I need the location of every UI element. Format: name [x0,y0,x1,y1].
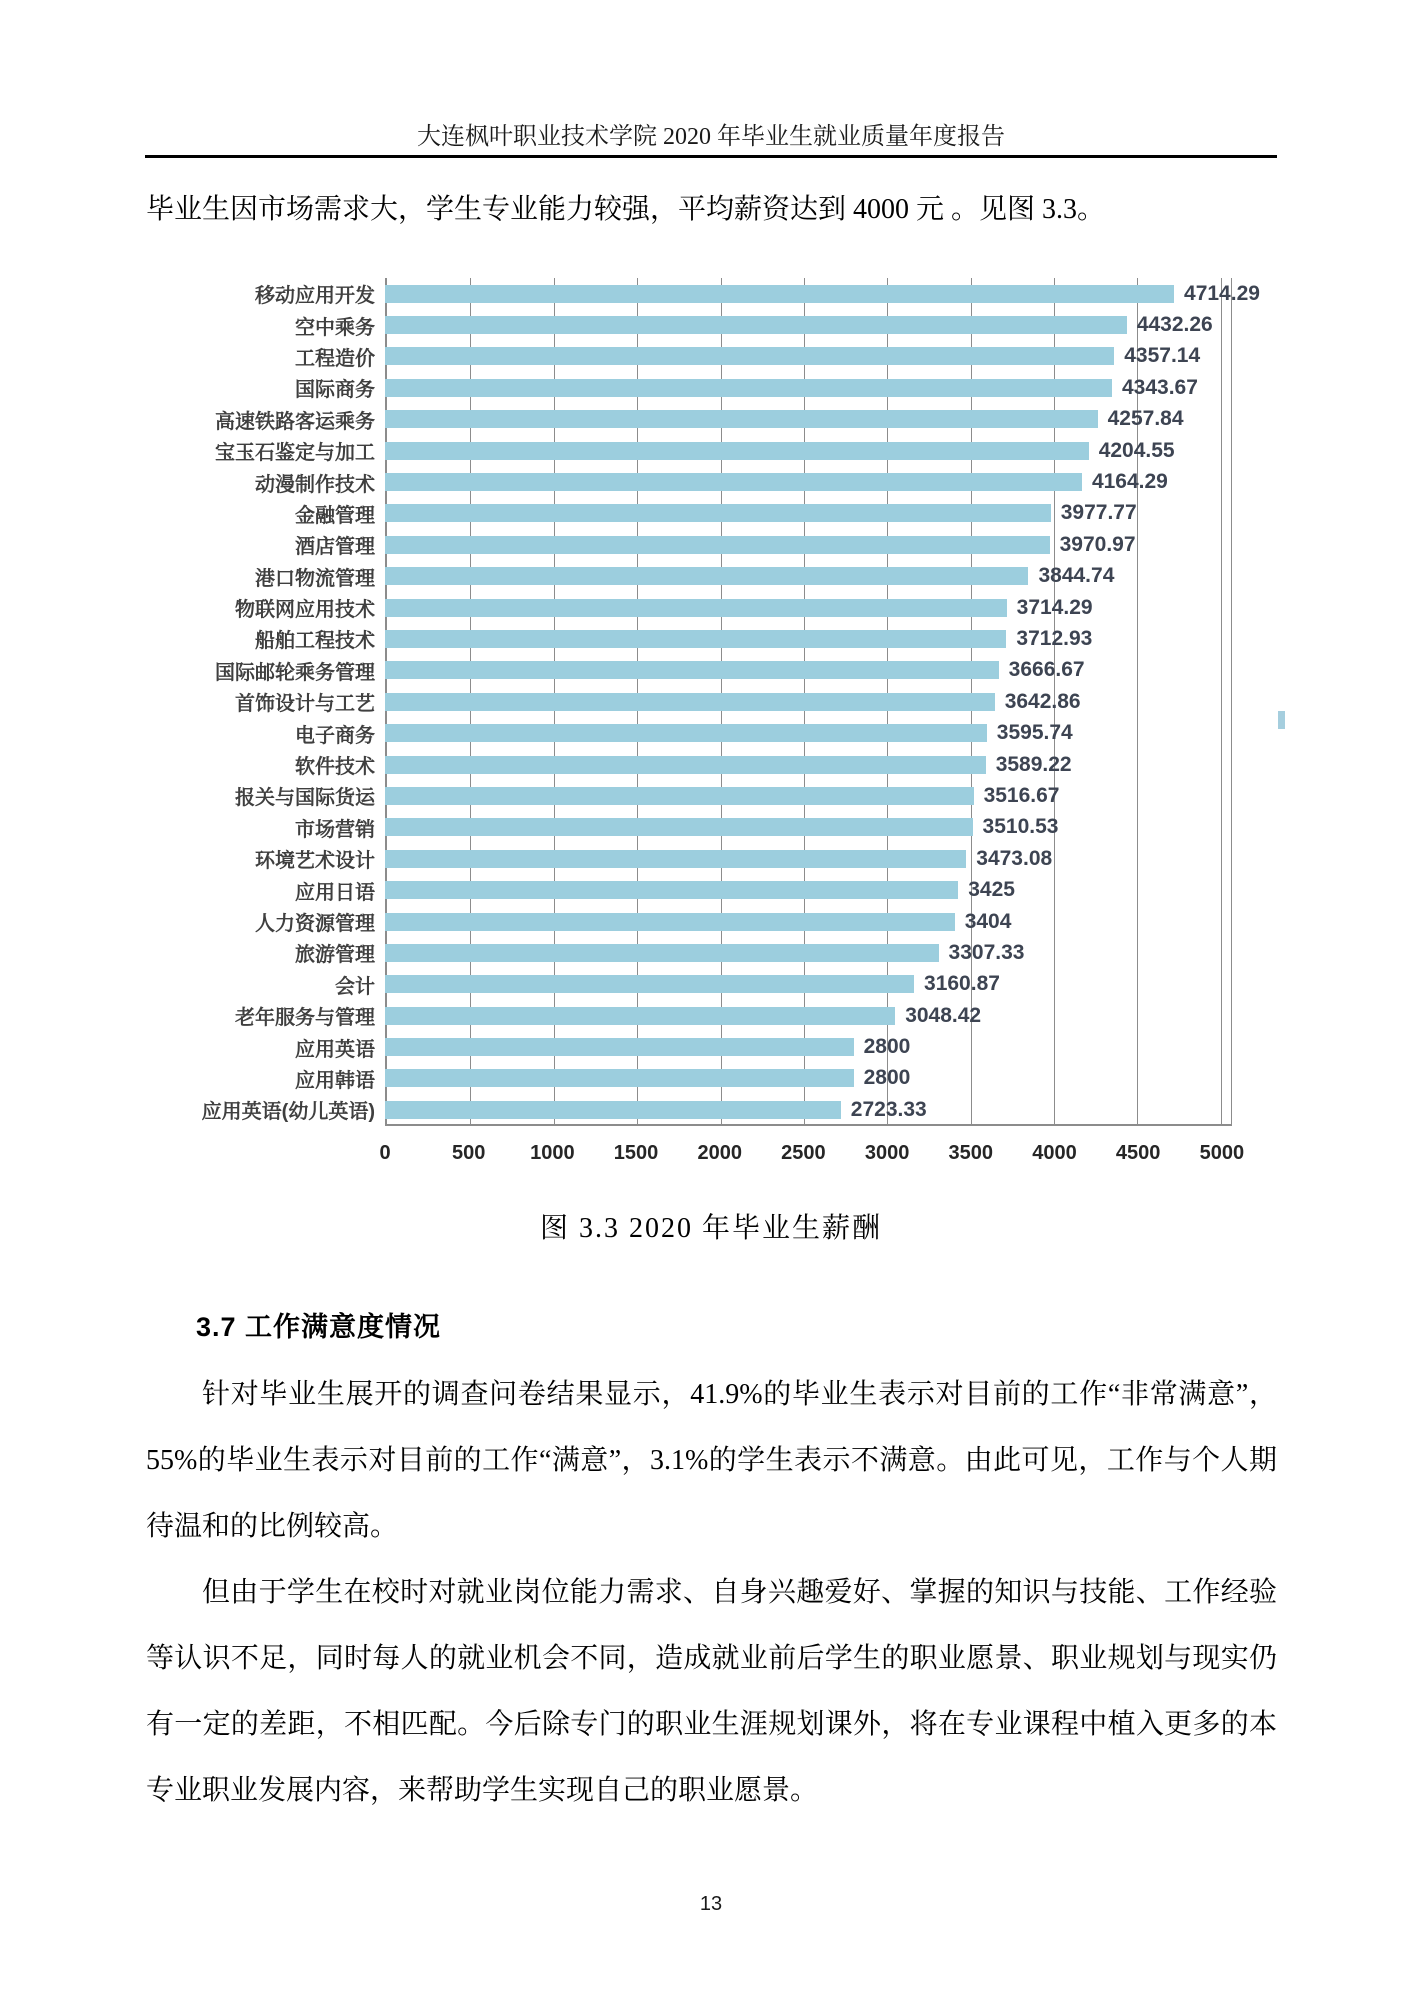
value-label: 4164.29 [1091,470,1168,494]
salary-bar-chart [160,278,1260,1176]
bar-track [385,906,1232,937]
category-label: 移动应用开发 [255,285,375,308]
salary-bar [385,442,1089,460]
salary-bar [385,285,1174,303]
value-label: 3473.08 [976,846,1053,870]
salary-bar [385,473,1082,491]
category-label: 报关与国际货运 [235,787,375,810]
salary-bar [385,504,1051,522]
value-label: 3160.87 [924,972,1000,996]
body-paragraph-2: 但由于学生在校时对就业岗位能力需求、自身兴趣爱好、掌握的知识与技能、工作经验等认识不足，同时每人的就业机会不同，造成就业前后学生的职业愿景、职业规划与现实仍有一定的差距，不相匹配。今后除专门的职业生涯规划课外，将在专业课程中植入更多的本专业职业发展内容，来帮助学生实现自己的职业愿景。 [146,1577,1277,1806]
value-label: 3404 [964,909,1012,933]
value-label: 3589.22 [995,752,1072,776]
chart-bar-row [160,780,1232,811]
category-label: 船舶工程技术 [255,630,375,653]
category-label: 电子商务 [295,724,375,747]
bar-track [385,278,1260,309]
salary-bar [385,975,914,993]
chart-bar-row [160,1000,1232,1031]
category-label: 物联网应用技术 [235,599,375,622]
bar-track [385,1000,1232,1031]
intro-paragraph: 毕业生因市场需求大，学生专业能力较强，平均薪资达到 4000 元 。见图 3.3。 [146,194,1106,225]
category-label: 酒店管理 [295,536,375,559]
bar-track [385,1094,1232,1125]
bar-track [385,843,1232,874]
bar-track [385,874,1232,905]
salary-bar [385,316,1127,334]
value-label: 3307.33 [948,940,1025,964]
chart-bar-row [160,1094,1232,1125]
x-tick-label: 4000 [1032,1142,1077,1164]
figure-caption: 图 3.3 2020 年毕业生薪酬 [539,1213,882,1244]
chart-bar-row [160,309,1232,340]
salary-bar [385,1038,854,1056]
page-number: 13 [699,1893,723,1915]
bar-track [385,592,1232,623]
salary-bar [385,410,1098,428]
chart-bar-row [160,906,1232,937]
bar-track [385,937,1232,968]
salary-bar [385,379,1112,397]
x-tick-label: 2500 [781,1142,826,1164]
header-rule [145,155,1277,158]
value-label: 3666.67 [1008,658,1085,682]
salary-bar [385,599,1007,617]
value-label: 3642.86 [1004,689,1081,713]
bar-track [385,969,1232,1000]
category-label: 国际邮轮乘务管理 [215,661,375,684]
chart-bar-row [160,404,1232,435]
chart-bar-row [160,592,1232,623]
category-label: 环境艺术设计 [255,850,375,873]
chart-bar-row [160,1031,1232,1062]
category-label: 软件技术 [295,756,375,779]
chart-bar-row [160,655,1232,686]
salary-bar [385,693,995,711]
value-label: 3714.29 [1016,595,1093,619]
category-label: 动漫制作技术 [255,473,375,496]
value-label: 4714.29 [1184,281,1260,305]
x-tick-label: 4500 [1115,1142,1161,1164]
value-label: 4357.14 [1124,344,1201,368]
chart-bar-row [160,1063,1232,1094]
category-label: 人力资源管理 [255,913,375,935]
value-label: 3977.77 [1060,501,1137,525]
value-label: 3510.53 [982,815,1059,839]
bar-track [385,498,1232,529]
category-label: 高速铁路客运乘务 [215,410,375,433]
salary-bar [385,1101,841,1119]
value-label: 4432.26 [1136,313,1213,337]
salary-bar [385,630,1006,648]
x-tick-label: 1000 [530,1142,575,1164]
category-label: 应用日语 [295,881,375,904]
category-label: 市场营销 [295,818,375,841]
chart-bar-row [160,623,1232,654]
category-label: 应用英语(幼儿英语) [201,1101,375,1124]
value-label: 3425 [968,878,1015,902]
bar-track [385,341,1232,372]
value-label: 4343.67 [1121,375,1198,399]
chart-bar-row [160,717,1232,748]
bar-track [385,466,1232,497]
salary-bar [385,944,939,962]
bar-track [385,655,1232,686]
salary-bar [385,1007,895,1025]
bar-track [385,404,1232,435]
x-tick-label: 500 [451,1142,486,1164]
value-label: 3516.67 [983,783,1060,807]
salary-bar [385,1069,854,1087]
salary-bar [385,724,987,742]
chart-bar-row [160,278,1260,309]
category-label: 首饰设计与工艺 [235,693,375,716]
salary-bar [385,881,958,899]
category-label: 老年服务与管理 [235,1007,375,1030]
chart-bar-row [160,435,1232,466]
bar-track [385,372,1232,403]
chart-bar-row [160,812,1232,843]
category-label: 旅游管理 [295,944,375,967]
bar-track [385,749,1232,780]
bar-track [385,717,1232,748]
value-label: 3712.93 [1016,626,1093,650]
chart-bar-row [160,372,1232,403]
bar-track [385,1031,1232,1062]
chart-bar-row [160,874,1232,905]
salary-bar [385,347,1114,365]
chart-bar-row [160,561,1232,592]
category-label: 应用韩语 [295,1069,375,1092]
chart-bar-row [160,937,1232,968]
value-label: 3970.97 [1059,532,1136,556]
stray-blue-mark [1278,711,1285,729]
bar-track [385,686,1232,717]
value-label: 3048.42 [905,1003,982,1027]
section-heading: 3.7 工作满意度情况 [196,1312,442,1342]
value-label: 2723.33 [850,1097,927,1121]
category-label: 会计 [335,975,375,998]
chart-plot-area [160,278,1260,1126]
value-label: 3844.74 [1038,564,1115,588]
x-tick-label: 1500 [613,1142,659,1164]
chart-bar-row [160,498,1232,529]
category-label: 应用英语 [295,1038,375,1061]
salary-bar [385,850,966,868]
value-label: 4204.55 [1098,438,1175,462]
salary-bar [385,661,999,679]
chart-bar-row [160,341,1232,372]
x-tick-label: 3500 [948,1142,994,1164]
salary-bar [385,567,1028,585]
bar-track [385,623,1232,654]
chart-bar-row [160,466,1232,497]
salary-bar [385,818,973,836]
body-paragraph-1: 针对毕业生展开的调查问卷结果显示，41.9%的毕业生表示对目前的工作“非常满意”，55%的毕业生表示对目前的工作“满意”，3.1%的学生表示不满意。由此可见，工作与个人期待温和的比例较高。 [146,1379,1277,1542]
category-label: 国际商务 [295,379,375,402]
bar-track [385,529,1232,560]
value-label: 3595.74 [996,721,1073,745]
bar-track [385,435,1232,466]
page-header-title: 大连枫叶职业技术学院 2020 年毕业生就业质量年度报告 [417,124,1005,150]
chart-x-axis [379,1126,1245,1176]
chart-bar-row [160,529,1232,560]
salary-bar [385,913,955,931]
salary-bar [385,536,1050,554]
x-tick-label: 3000 [864,1142,910,1164]
bar-track [385,780,1232,811]
bar-track [385,812,1232,843]
bar-track [385,1063,1232,1094]
category-label: 空中乘务 [295,316,375,339]
value-label: 4257.84 [1107,407,1184,431]
chart-bar-row [160,969,1232,1000]
salary-bar [385,756,986,774]
x-tick-label: 5000 [1199,1142,1245,1164]
category-label: 工程造价 [295,347,375,370]
chart-bar-row [160,686,1232,717]
bar-track [385,561,1232,592]
chart-rows [160,278,1260,1126]
bar-track [385,309,1232,340]
x-tick-label: 0 [379,1142,391,1164]
value-label: 2800 [863,1066,911,1090]
value-label: 2800 [863,1035,911,1059]
category-label: 宝玉石鉴定与加工 [215,442,375,465]
chart-bar-row [160,749,1232,780]
category-label: 金融管理 [295,504,375,527]
x-tick-label: 2000 [697,1142,742,1164]
category-label: 港口物流管理 [255,567,375,590]
salary-bar [385,787,974,805]
chart-bar-row [160,843,1232,874]
